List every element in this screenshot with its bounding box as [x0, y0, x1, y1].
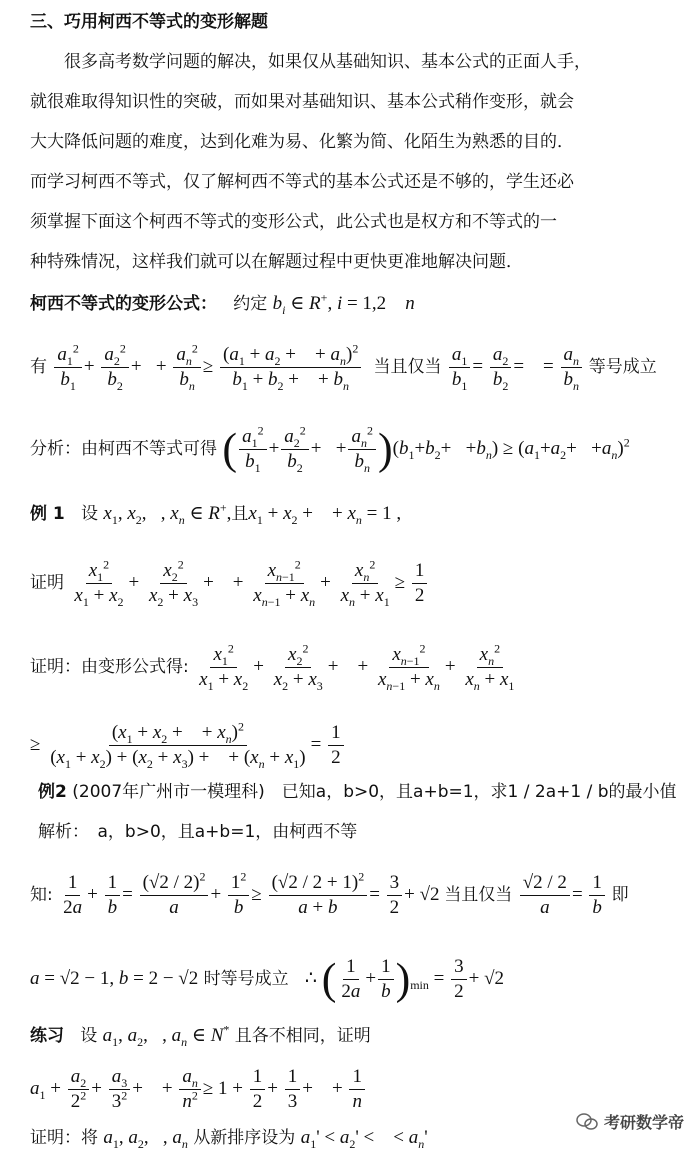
example1-condition: $x_1 + x_2$ + + $x_n = 1$ , — [248, 503, 402, 527]
practice-formula: $a_1$ + $\frac{a_2}{2^2}$ + $\frac{a_3}{3^2}$ + + $\frac{a_n}{n^2}$ ≥ 1 + $\frac{1}{2}$ + $\frac{1}{3}$ + + $\frac{1}{n}$ — [30, 1078, 367, 1099]
analysis-label: 分析：由柯西不等式可得 — [30, 438, 217, 459]
prove-formula: $\frac{x_1^2}{x_1 + x_2}$ + $\frac{x_2^2}{x_2 + x_3}$ + + $\frac{x_{n-1}^2}{x_{n-1} + x_n}$ + $\frac{x_n^2}{x_n + x_1}$ ≥ $\frac{1}{2}$ — [69, 572, 429, 593]
proof-continued: ≥ $\frac{(x_1 + x_2 + + x_n)^2}{(x_1 + x_2) + (x_2 + x_3) + + (x_n + x_1)}$ = $\frac{1}{2}$ — [30, 722, 346, 769]
half-den: 2 — [414, 585, 425, 606]
main-formula: $\frac{a_1^2}{b_1}$ + $\frac{a_2^2}{b_2}$ + + $\frac{a_n^2}{b_n}$ ≥ $\frac{(a_1 + a_2 + + a_n)^2}{b_1 + b_2 + + b_n}$ — [52, 356, 368, 377]
equality-holds-label: 等号成立 — [588, 356, 657, 377]
zhi-label: 知: — [30, 884, 53, 905]
example2-solution-row — [30, 869, 629, 919]
example1-and: 且 — [231, 504, 249, 524]
practice-label: 练习 — [30, 1026, 64, 1046]
practice-distinct: 且各不相同，证明 — [234, 1026, 371, 1046]
prove-label: 证明 — [30, 572, 64, 593]
example1-label: 例 1 — [30, 504, 65, 524]
example1-math: $x_1$, $x_2$, , $x_n$ ∈ R+, — [103, 500, 232, 527]
example1-set: 设 — [80, 504, 98, 524]
iff-label: 当且仅当 — [373, 356, 442, 377]
paragraph-line: 须掌握下面这个柯西不等式的变形公式，此公式也是权方和不等式的一 — [30, 212, 557, 232]
formula-heading: 柯西不等式的变形公式： — [30, 294, 217, 314]
half-num: 1 — [412, 560, 428, 584]
example2-analysis: 解析： a，b>0，且a+b=1，由柯西不等 — [38, 822, 358, 842]
proof-label: 证明：由变形公式得: — [30, 656, 189, 677]
paragraph-line: 就很难取得知识性的突破，而如果对基础知识、基本公式稍作变形，就会 — [30, 92, 574, 112]
example2-equality: $\frac{√2 / 2}{a}$ = $\frac{1}{b}$ — [518, 884, 612, 905]
practice-proof-label: 证明：将 — [30, 1128, 98, 1148]
practice-proof-math: $a_1$, $a_2$, , $a_n$ — [103, 1127, 188, 1151]
section-title: 三、巧用柯西不等式的变形解题 — [30, 12, 268, 32]
proof-formula: $\frac{x_1^2}{x_1 + x_2}$ + $\frac{x_2^2}{x_2 + x_3}$ + + $\frac{x_{n-1}^2}{x_{n-1} + x_n}$ + $\frac{x_n^2}{x_n + x_1}$ — [199, 641, 515, 693]
watermark-text: 考研数学帝 — [603, 1113, 684, 1132]
convention-math: $b_i$ ∈ R+, i = 1,2 n — [272, 290, 415, 317]
paragraph-line: 很多高考数学问题的解决，如果仅从基础知识、基本公式的正面人手， — [64, 52, 591, 72]
practice-proof-row — [30, 1127, 428, 1151]
example2-result-row — [30, 956, 504, 1003]
you-label: 有 — [30, 356, 47, 377]
example2-label: 例2 — [38, 782, 67, 802]
ji-label: 即 — [611, 884, 629, 905]
paragraph-line: 种特殊情况，这样我们就可以在解题过程中更快更准地解决问题． — [30, 252, 523, 272]
example2-text: (2007年广州市一模理科) 已知a，b>0，且a+b=1，求1 / 2a+1 / b的最小值 — [72, 782, 677, 802]
example2-min: ∴ ( $\frac{1}{2a}$ + $\frac{1}{b}$ )$_{min}$ = $\frac{3}{2}$ + √2 — [304, 954, 505, 1004]
practice-reorder-math: $a_1' < a_2'$ < < $a_n'$ — [300, 1127, 428, 1151]
example2-solution: $\frac{1}{2a}$ + $\frac{1}{b}$ = $\frac{(√2 / 2)^2}{a}$ + $\frac{1^2}{b}$ ≥ $\frac{(√2 / 2 + 1)^2}{a + b}$ = $\frac{3}{2}$ + √2 — [63, 869, 445, 918]
prove-row — [30, 557, 429, 609]
practice-reorder: 从新排序设为 — [193, 1128, 296, 1148]
equality-condition: $\frac{a_1}{b_1}$ = $\frac{a_2}{b_2}$ = = $\frac{a_n}{b_n}$ — [447, 356, 589, 377]
practice-math: $a_1$, $a_2$, , $a_n$ ∈ N* — [102, 1022, 230, 1049]
example2-row — [38, 782, 677, 802]
example1-row — [30, 500, 402, 527]
analysis-row — [30, 423, 630, 475]
analysis-formula: ( $\frac{a_1^2}{b_1}$ + $\frac{a_2^2}{b_2}$ + + $\frac{a_n^2}{b_n}$ )$(b_1+b_2+ +b_n) \ge (a_1+a_2+ +a_n)^2$ — [222, 423, 630, 475]
paragraph-line: 大大降低问题的难度，达到化难为易、化繁为简、化陌生为熟悉的目的． — [30, 132, 574, 152]
at-equality-label: 时等号成立 — [203, 968, 289, 989]
wechat-icon — [576, 1113, 598, 1131]
convention-label: 约定 — [233, 294, 268, 314]
proof-row — [30, 641, 519, 693]
main-formula-row — [30, 341, 657, 393]
watermark — [576, 1110, 684, 1133]
example2-values: a = √2 − 1, b = 2 − √2 — [30, 967, 199, 989]
iff2-label: 当且仅当 — [444, 884, 513, 905]
paragraph-line: 而学习柯西不等式，仅了解柯西不等式的基本公式还是不够的，学生还必 — [30, 172, 574, 192]
practice-formula-row — [30, 1066, 367, 1113]
practice-row — [30, 1022, 371, 1049]
practice-set: 设 — [80, 1026, 98, 1046]
formula-heading-row — [30, 290, 415, 317]
min-sub: min — [410, 977, 429, 992]
